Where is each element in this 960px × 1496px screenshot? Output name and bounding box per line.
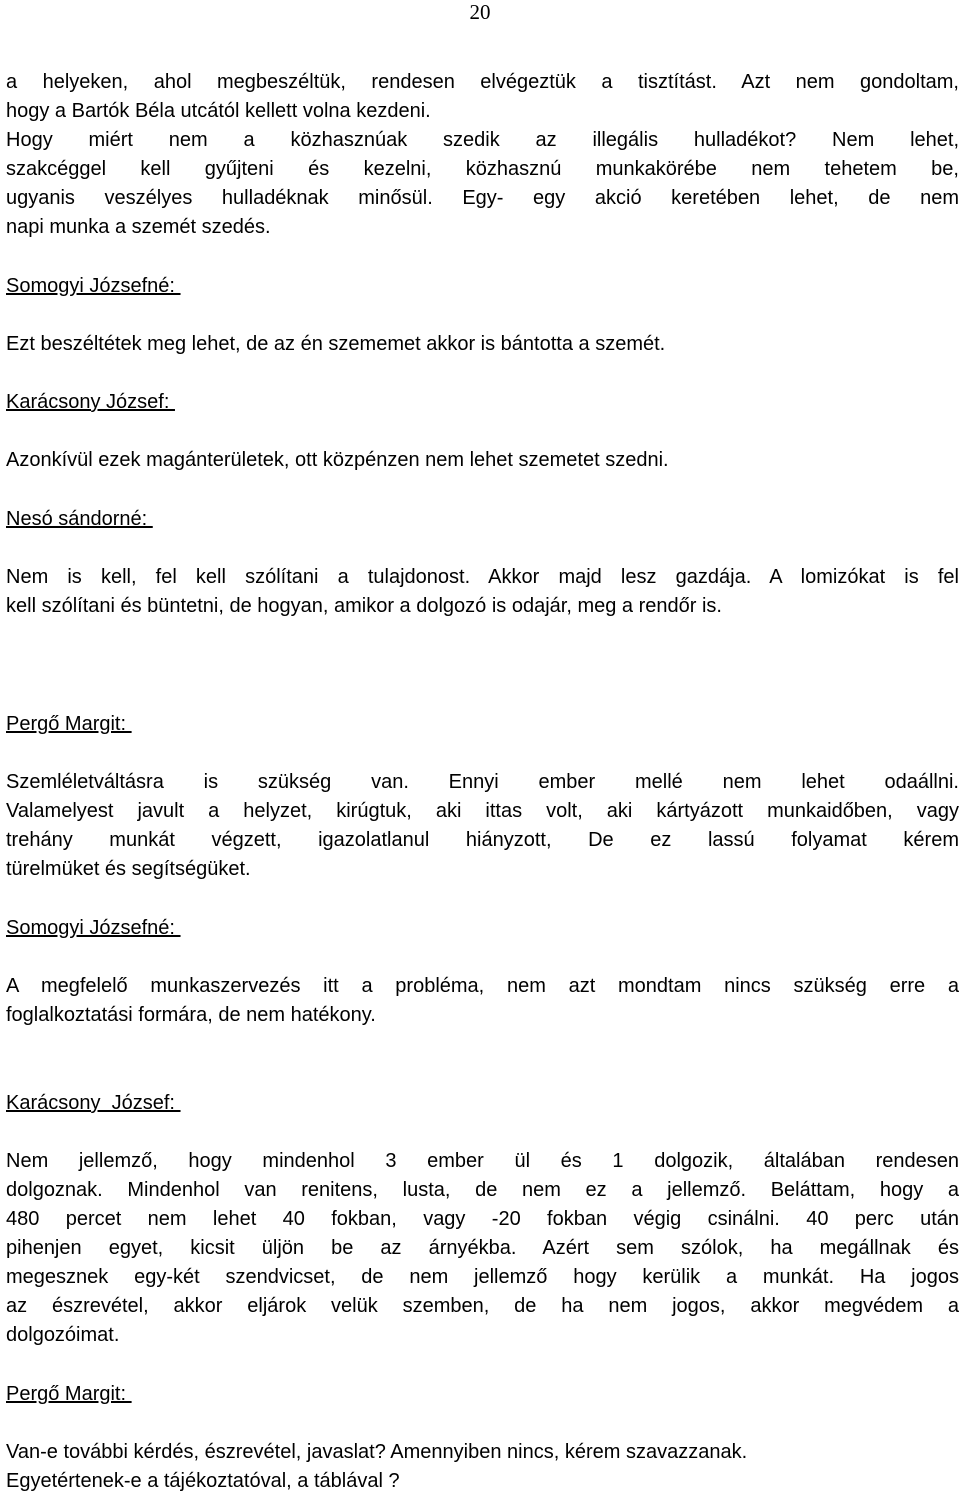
paragraph-line: türelmüket és segítségüket. <box>6 858 251 880</box>
paragraph-1 <box>6 68 959 242</box>
speaker-label: Karácsony József: <box>6 1092 181 1114</box>
paragraph-line: szakcéggel kell gyűjteni és kezelni, közhasznú munkakörébe nem tehetem be, <box>6 158 959 180</box>
paragraph-line: dolgozóimat. <box>6 1324 120 1346</box>
paragraph-line: Nem is kell, fel kell szólítani a tulajdonost. Akkor majd lesz gazdája. A lomizókat is fel <box>6 566 959 588</box>
paragraph-line: hogy a Bartók Béla utcától kellett volna kezdeni. <box>6 100 431 122</box>
speaker-label: Karácsony József: <box>6 391 175 413</box>
paragraph-6 <box>6 972 959 1030</box>
paragraph-line: Azonkívül ezek magánterületek, ott közpénzen nem lehet szemetet szedni. <box>6 449 669 471</box>
paragraph-3 <box>6 446 959 475</box>
paragraph-line: foglalkoztatási formára, de nem hatékony. <box>6 1004 376 1026</box>
paragraph-2 <box>6 330 959 359</box>
paragraph-4 <box>6 563 959 621</box>
paragraph-line: 480 percet nem lehet 40 fokban, vagy -20 fokban végig csinálni. 40 perc után <box>6 1208 959 1230</box>
paragraph-line: Szemléletváltásra is szükség van. Ennyi ember mellé nem lehet odaállni. <box>6 771 959 793</box>
paragraph-line: kell szólítani és büntetni, de hogyan, amikor a dolgozó is odajár, meg a rendőr is. <box>6 595 722 617</box>
speaker-label: Pergő Margit: <box>6 713 132 735</box>
paragraph-line: trehány munkát végzett, igazolatlanul hiányzott, De ez lassú folyamat kérem <box>6 829 959 851</box>
paragraph-8 <box>6 1438 959 1496</box>
paragraph-7 <box>6 1147 959 1350</box>
paragraph-line: megesznek egy-két szendvicset, de nem jellemző hogy kerülik a munkát. Ha jogos <box>6 1266 959 1288</box>
speaker-label: Nesó sándorné: <box>6 508 153 530</box>
paragraph-line: A megfelelő munkaszervezés itt a probléma, nem azt mondtam nincs szükség erre a <box>6 975 959 997</box>
paragraph-line: Egyetértenek-e a tájékoztatóval, a táblával ? <box>6 1470 400 1492</box>
paragraph-line: dolgoznak. Mindenhol van renitens, lusta, de nem ez a jellemző. Beláttam, hogy a <box>6 1179 959 1201</box>
paragraph-line: napi munka a szemét szedés. <box>6 216 271 238</box>
speaker-label: Somogyi Józsefné: <box>6 917 181 939</box>
paragraph-line: Valamelyest javult a helyzet, kirúgtuk, aki ittas volt, aki kártyázott munkaidőben, vagy <box>6 800 959 822</box>
speaker-label: Somogyi Józsefné: <box>6 275 181 297</box>
paragraph-line: Hogy miért nem a közhasznúak szedik az illegális hulladékot? Nem lehet, <box>6 129 959 151</box>
paragraph-line: a helyeken, ahol megbeszéltük, rendesen elvégeztük a tisztítást. Azt nem gondoltam, <box>6 71 959 93</box>
paragraph-line: Nem jellemző, hogy mindenhol 3 ember ül és 1 dolgozik, általában rendesen <box>6 1150 959 1172</box>
speaker-label: Pergő Margit: <box>6 1383 132 1405</box>
paragraph-line: Van-e további kérdés, észrevétel, javaslat? Amennyiben nincs, kérem szavazzanak. <box>6 1441 748 1463</box>
page-number: 20 <box>469 0 491 24</box>
paragraph-line: pihenjen egyet, kicsit üljön be az árnyékba. Azért sem szólok, ha megállnak és <box>6 1237 959 1259</box>
paragraph-line: az észrevétel, akkor eljárok velük szemben, de ha nem jogos, akkor megvédem a <box>6 1295 959 1317</box>
paragraph-line: Ezt beszéltétek meg lehet, de az én szememet akkor is bántotta a szemét. <box>6 333 666 355</box>
paragraph-line: ugyanis veszélyes hulladéknak minősül. Egy- egy akció keretében lehet, de nem <box>6 187 959 209</box>
paragraph-5 <box>6 768 959 884</box>
